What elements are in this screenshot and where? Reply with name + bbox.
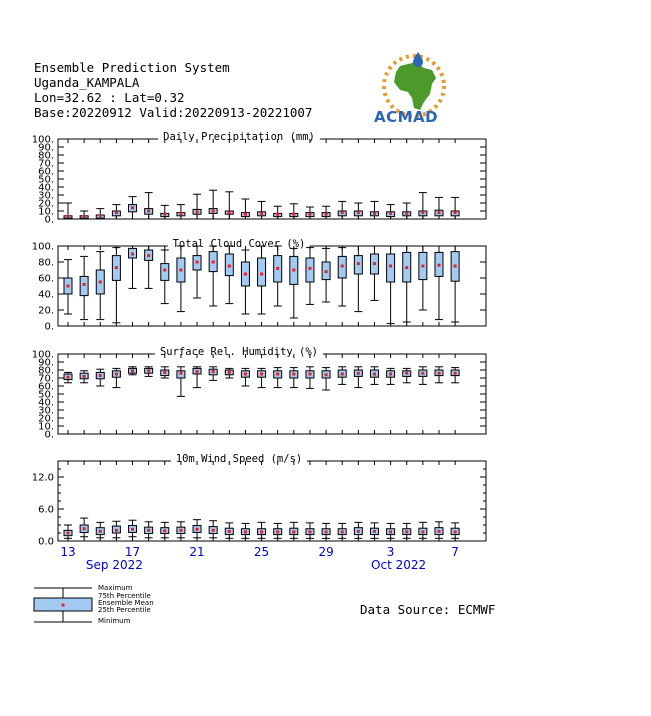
box-day-28 — [306, 523, 314, 538]
y-tick-label: 100. — [31, 241, 54, 253]
box-day-17 — [129, 246, 137, 288]
ensemble-mean-marker — [115, 211, 118, 214]
ensemble-mean-marker — [163, 269, 166, 272]
header-validity: Base:20220912 Valid:20220913-20221007 — [34, 105, 313, 120]
ensemble-mean-marker — [196, 210, 199, 213]
x-tick-label: 17 — [124, 545, 141, 559]
ensemble-mean-marker — [99, 214, 102, 217]
box-day-16 — [112, 368, 120, 387]
ensemble-mean-marker — [276, 213, 279, 216]
box-day-22 — [209, 367, 217, 381]
x-tick-label: 21 — [189, 545, 205, 559]
ensemble-mean-marker — [357, 372, 360, 375]
box-day-25 — [258, 246, 266, 314]
ensemble-mean-marker — [260, 530, 263, 533]
ensemble-mean-marker — [244, 213, 247, 216]
ensemble-mean-marker — [244, 373, 247, 376]
legend-mean-marker — [62, 604, 65, 607]
box-day-3 — [387, 368, 395, 384]
ensemble-mean-marker — [405, 212, 408, 215]
box-day-18 — [145, 522, 153, 538]
legend — [34, 584, 154, 625]
box-day-14 — [80, 518, 88, 537]
ensemble-mean-marker — [405, 530, 408, 533]
month-label: Oct 2022 — [371, 558, 427, 572]
ensemble-mean-marker — [454, 530, 457, 533]
box-day-2 — [370, 246, 378, 300]
ensemble-mean-marker — [67, 285, 70, 288]
ensemble-mean-marker — [389, 373, 392, 376]
box-day-19 — [161, 250, 169, 304]
iqr-box — [387, 254, 395, 282]
box-day-20 — [177, 522, 185, 538]
ensemble-mean-marker — [276, 373, 279, 376]
box-day-13 — [64, 525, 72, 538]
box-day-2 — [370, 201, 378, 219]
month-label: Sep 2022 — [85, 558, 143, 572]
ensemble-mean-marker — [292, 213, 295, 216]
y-tick-label: 90. — [38, 357, 54, 369]
ensemble-mean-marker — [244, 273, 247, 276]
box-day-15 — [96, 209, 104, 219]
box-day-4 — [403, 203, 411, 219]
ensemble-mean-marker — [437, 372, 440, 375]
box-day-4 — [403, 246, 411, 322]
ensemble-mean-marker — [147, 254, 150, 257]
box-day-13 — [64, 203, 72, 219]
box-day-19 — [161, 367, 169, 378]
box-day-28 — [306, 207, 314, 219]
panel-frame — [58, 354, 486, 434]
box-day-27 — [290, 522, 298, 538]
y-tick-label: 12.0 — [31, 472, 54, 484]
box-day-17 — [129, 367, 137, 375]
box-day-20 — [177, 367, 185, 397]
box-day-5 — [419, 246, 427, 310]
ensemble-mean-marker — [228, 211, 231, 214]
box-day-22 — [209, 190, 217, 219]
box-day-13 — [64, 260, 72, 314]
iqr-box — [161, 264, 169, 281]
ensemble-mean-marker — [196, 261, 199, 264]
box-day-1 — [354, 367, 362, 388]
box-day-16 — [112, 248, 120, 323]
y-tick-label: 80. — [38, 365, 54, 377]
box-day-3 — [387, 205, 395, 219]
ensemble-mean-marker — [67, 215, 70, 218]
y-tick-label: 30. — [38, 405, 54, 417]
y-tick-label: 0.0 — [38, 536, 54, 548]
y-tick-label: 100. — [31, 134, 54, 146]
legend-label: 25th Percentile — [98, 606, 151, 614]
ensemble-mean-marker — [276, 530, 279, 533]
ensemble-mean-marker — [325, 530, 328, 533]
ensemble-mean-marker — [99, 530, 102, 533]
y-tick-label: 0. — [44, 321, 54, 333]
box-day-1 — [354, 246, 362, 312]
box-day-18 — [145, 367, 153, 377]
ensemble-mean-marker — [389, 530, 392, 533]
ensemble-mean-marker — [83, 283, 86, 286]
panel-frame — [58, 139, 486, 219]
ensemble-mean-marker — [260, 273, 263, 276]
box-day-17 — [129, 520, 137, 537]
box-day-16 — [112, 205, 120, 219]
y-tick-label: 100. — [31, 349, 54, 361]
x-tick-label: 3 — [386, 545, 395, 559]
ensemble-mean-marker — [228, 530, 231, 533]
box-day-29 — [322, 523, 330, 538]
box-day-21 — [193, 246, 201, 298]
ensemble-mean-marker — [163, 529, 166, 532]
y-tick-label: 20. — [38, 413, 54, 425]
ensemble-mean-marker — [308, 530, 311, 533]
ensemble-mean-marker — [292, 530, 295, 533]
header-location: Uganda_KAMPALA — [34, 75, 140, 90]
box-day-25 — [258, 201, 266, 219]
ensemble-mean-marker — [131, 253, 134, 256]
ensemble-mean-marker — [147, 210, 150, 213]
box-day-2 — [370, 367, 378, 385]
ensemble-mean-marker — [357, 262, 360, 265]
ensemble-mean-marker — [373, 262, 376, 265]
box-day-16 — [112, 521, 120, 538]
ensemble-mean-marker — [308, 213, 311, 216]
ensemble-mean-marker — [325, 213, 328, 216]
panel-title: 10m Wind Speed (m/s) — [175, 453, 303, 465]
box-day-18 — [145, 246, 153, 288]
iqr-box — [306, 258, 314, 282]
box-day-24 — [241, 199, 249, 219]
ensemble-mean-marker — [437, 264, 440, 267]
panel-title: Total Cloud Cover (%) — [172, 238, 306, 250]
box-day-3 — [387, 523, 395, 538]
box-day-6 — [435, 197, 443, 219]
box-day-30 — [338, 201, 346, 219]
ensemble-mean-marker — [308, 373, 311, 376]
box-day-17 — [129, 197, 137, 219]
ensemble-mean-marker — [131, 206, 134, 209]
box-day-1 — [354, 522, 362, 538]
ensemble-mean-marker — [179, 212, 182, 215]
box-day-21 — [193, 520, 201, 538]
box-day-15 — [96, 252, 104, 320]
ensemble-mean-marker — [147, 529, 150, 532]
ensemble-mean-marker — [131, 369, 134, 372]
panel-title: Surface Rel. Humidity (%) — [159, 346, 319, 358]
box-day-18 — [145, 193, 153, 219]
ensemble-mean-marker — [389, 212, 392, 215]
ensemble-mean-marker — [115, 266, 118, 269]
box-day-5 — [419, 522, 427, 538]
y-tick-label: 50. — [38, 389, 54, 401]
ensemble-mean-marker — [228, 265, 231, 268]
ensemble-mean-marker — [99, 281, 102, 284]
ensemble-mean-marker — [357, 211, 360, 214]
ensemble-mean-marker — [212, 370, 215, 373]
box-day-14 — [80, 371, 88, 383]
y-tick-label: 80. — [38, 257, 54, 269]
box-day-26 — [274, 368, 282, 388]
box-day-23 — [225, 523, 233, 538]
ensemble-mean-marker — [179, 372, 182, 375]
ensemble-mean-marker — [454, 372, 457, 375]
ensemble-mean-marker — [260, 373, 263, 376]
box-day-7 — [451, 197, 459, 219]
box-day-14 — [80, 256, 88, 319]
panel-title: Daily Precipitation (mm) — [163, 131, 315, 143]
box-day-21 — [193, 194, 201, 219]
ensemble-mean-marker — [437, 530, 440, 533]
box-day-29 — [322, 248, 330, 302]
ensemble-mean-marker — [244, 530, 247, 533]
panel-3 — [32, 346, 486, 441]
ensemble-mean-marker — [325, 270, 328, 273]
box-day-4 — [403, 523, 411, 538]
y-tick-label: 80. — [38, 150, 54, 162]
box-day-24 — [241, 523, 249, 538]
y-tick-label: 70. — [38, 158, 54, 170]
box-day-14 — [80, 211, 88, 219]
box-day-7 — [451, 246, 459, 322]
x-tick-label: 29 — [318, 545, 334, 559]
ensemble-mean-marker — [196, 528, 199, 531]
y-tick-label: 60. — [38, 273, 54, 285]
y-tick-label: 0. — [44, 214, 54, 226]
box-day-27 — [290, 248, 298, 318]
box-day-1 — [354, 203, 362, 219]
y-tick-label: 70. — [38, 373, 54, 385]
ensemble-mean-marker — [454, 211, 457, 214]
panel-4 — [32, 453, 486, 572]
ensemble-mean-marker — [67, 532, 70, 535]
ensemble-mean-marker — [196, 370, 199, 373]
box-day-28 — [306, 367, 314, 389]
box-day-4 — [403, 368, 411, 382]
x-tick-label: 7 — [451, 545, 459, 559]
ensemble-mean-marker — [405, 266, 408, 269]
y-tick-label: 40. — [38, 182, 54, 194]
y-tick-label: 10. — [38, 421, 54, 433]
ensemble-mean-marker — [163, 213, 166, 216]
y-tick-label: 20. — [38, 305, 54, 317]
ensemble-mean-marker — [308, 267, 311, 270]
box-day-15 — [96, 522, 104, 537]
box-day-30 — [338, 367, 346, 385]
box-day-27 — [290, 368, 298, 388]
box-day-19 — [161, 205, 169, 219]
ensemble-mean-marker — [373, 530, 376, 533]
box-day-24 — [241, 250, 249, 314]
ensemble-mean-marker — [341, 530, 344, 533]
box-day-23 — [225, 368, 233, 378]
y-tick-label: 10. — [38, 206, 54, 218]
ensemble-mean-marker — [179, 269, 182, 272]
y-tick-label: 30. — [38, 190, 54, 202]
box-day-26 — [274, 246, 282, 306]
legend-label: 75th Percentile — [98, 592, 151, 600]
ensemble-mean-marker — [454, 265, 457, 268]
box-day-24 — [241, 368, 249, 386]
ensemble-mean-marker — [163, 371, 166, 374]
ensemble-mean-marker — [341, 265, 344, 268]
box-day-2 — [370, 523, 378, 538]
ensemble-mean-marker — [83, 215, 86, 218]
ensemble-mean-marker — [276, 267, 279, 270]
box-day-20 — [177, 246, 185, 312]
box-day-13 — [64, 372, 72, 382]
header-title: Ensemble Prediction System — [34, 60, 230, 75]
ensemble-mean-marker — [357, 530, 360, 533]
box-day-3 — [387, 246, 395, 324]
ensemble-mean-marker — [212, 261, 215, 264]
ensemble-mean-marker — [212, 529, 215, 532]
panel-2 — [32, 238, 486, 333]
ensemble-mean-marker — [212, 210, 215, 213]
ensemble-mean-marker — [325, 373, 328, 376]
ensemble-mean-marker — [147, 369, 150, 372]
y-tick-label: 40. — [38, 289, 54, 301]
box-day-30 — [338, 248, 346, 306]
ensemble-mean-marker — [260, 212, 263, 215]
y-tick-label: 20. — [38, 198, 54, 210]
box-day-20 — [177, 205, 185, 219]
ensemble-mean-marker — [292, 269, 295, 272]
box-day-30 — [338, 523, 346, 538]
ensemble-mean-marker — [67, 376, 70, 379]
y-tick-label: 60. — [38, 381, 54, 393]
y-tick-label: 40. — [38, 397, 54, 409]
y-tick-label: 90. — [38, 142, 54, 154]
box-day-27 — [290, 204, 298, 219]
box-day-19 — [161, 522, 169, 537]
ensemble-mean-marker — [373, 373, 376, 376]
ensemble-mean-marker — [131, 528, 134, 531]
ensemble-mean-marker — [421, 265, 424, 268]
box-day-25 — [258, 368, 266, 387]
box-day-23 — [225, 246, 233, 304]
box-day-7 — [451, 368, 459, 383]
box-day-5 — [419, 367, 427, 385]
legend-label: Maximum — [98, 584, 133, 592]
ensemble-mean-marker — [405, 372, 408, 375]
legend-label: Minimum — [98, 617, 131, 625]
box-day-15 — [96, 369, 104, 386]
ensemble-mean-marker — [341, 373, 344, 376]
box-day-25 — [258, 522, 266, 538]
box-day-26 — [274, 523, 282, 538]
panel-1 — [32, 131, 486, 226]
ensemble-mean-marker — [83, 527, 86, 530]
y-tick-label: 60. — [38, 166, 54, 178]
box-day-29 — [322, 368, 330, 390]
box-day-26 — [274, 206, 282, 219]
box-day-22 — [209, 246, 217, 306]
y-tick-label: 50. — [38, 174, 54, 186]
box-day-6 — [435, 246, 443, 320]
ensemble-mean-marker — [99, 374, 102, 377]
y-tick-label: 6.0 — [38, 504, 54, 516]
acmad-logo-text: ACMAD — [374, 108, 439, 126]
box-day-22 — [209, 521, 217, 538]
iqr-box — [80, 276, 88, 295]
box-day-28 — [306, 248, 314, 305]
x-tick-label: 13 — [60, 545, 76, 559]
header-coordinates: Lon=32.62 : Lat=0.32 — [34, 90, 185, 105]
ensemble-mean-marker — [228, 371, 231, 374]
ensemble-mean-marker — [437, 211, 440, 214]
ensemble-mean-marker — [83, 375, 86, 378]
box-day-29 — [322, 206, 330, 219]
ensemble-mean-marker — [421, 211, 424, 214]
ensemble-mean-marker — [341, 211, 344, 214]
y-tick-label: 0. — [44, 429, 54, 441]
ensemble-mean-marker — [115, 373, 118, 376]
legend-label: Ensemble Mean — [98, 599, 154, 607]
x-tick-label: 25 — [253, 545, 270, 559]
ensemble-mean-marker — [389, 265, 392, 268]
iqr-box — [258, 258, 266, 286]
ensemble-mean-marker — [373, 212, 376, 215]
ensemble-mean-marker — [179, 529, 182, 532]
data-source: Data Source: ECMWF — [360, 602, 496, 617]
ensemble-mean-marker — [421, 372, 424, 375]
box-day-23 — [225, 192, 233, 219]
box-day-5 — [419, 193, 427, 219]
box-day-7 — [451, 523, 459, 538]
ensemble-mean-marker — [421, 530, 424, 533]
ensemble-mean-marker — [115, 529, 118, 532]
box-day-6 — [435, 522, 443, 539]
box-day-6 — [435, 367, 443, 383]
box-day-21 — [193, 367, 201, 388]
ensemble-mean-marker — [292, 373, 295, 376]
